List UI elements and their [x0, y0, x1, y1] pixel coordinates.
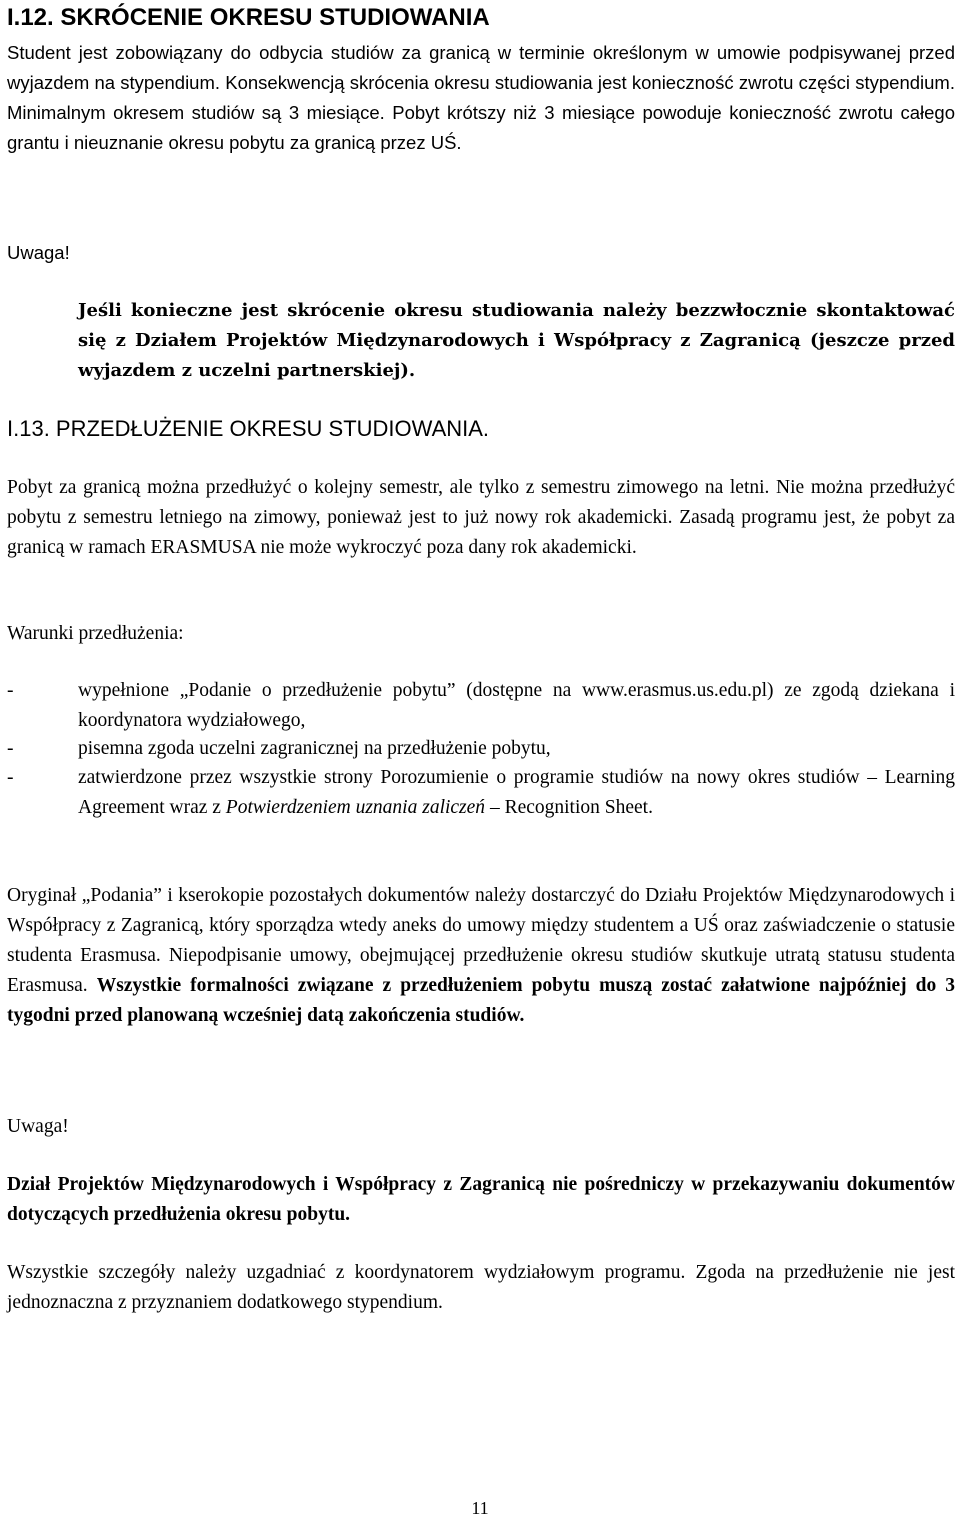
section-12-note-text: Jeśli konieczne jest skrócenie okresu studiowania należy bezzwłocznie skontaktować się z Działem Projektów Międzynarodowych i Współpracy z Zagranicą (jeszcze przed wyjazdem z uczelni partnerskiej). — [78, 300, 955, 381]
condition-text: wypełnione „Podanie o przedłużenie pobytu” (dostępne na www.erasmus.us.edu.pl) ze zgodą dziekana i koordynatora wydziałowego, — [78, 680, 955, 731]
list-dash: - — [7, 738, 14, 759]
section-13-heading: I.13. PRZEDŁUŻENIE OKRESU STUDIOWANIA. — [7, 416, 490, 441]
conditions-label: Warunki przedłużenia: — [7, 623, 184, 644]
section-12-note-label: Uwaga! — [7, 242, 70, 263]
condition-item — [7, 763, 955, 823]
section-13-note-label: Uwaga! — [7, 1116, 69, 1137]
section-13-note-text — [7, 1170, 955, 1230]
section-13-paragraph: Pobyt za granicą można przedłużyć o kolejny semestr, ale tylko z semestru zimowego na letni. Nie można przedłużyć pobytu z semestru letniego na zimowy, ponieważ jest to już nowy rok akademicki. Zasadą programu jest, że pobyt za granicą w ramach ERASMUSA nie może wykroczyć poza dany rok akademicki. — [7, 477, 955, 558]
condition-text-part: – Recognition Sheet. — [485, 797, 653, 818]
section-13-paragraph-2 — [7, 881, 955, 1031]
paragraph-bold-text: Wszystkie formalności związane z przedłużeniem pobytu muszą zostać załatwione najpóźniej do 3 tygodni przed planowaną wcześniej datą zakończenia studiów. — [7, 975, 955, 1026]
page-number: 11 — [471, 1498, 489, 1518]
note-bold-text: Dział Projektów Międzynarodowych i Współpracy z Zagranicą nie pośredniczy w przekazywaniu dokumentów dotyczących przedłużenia okresu pobytu. — [7, 1174, 955, 1225]
section-13-paragraph-3: Wszystkie szczegóły należy uzgadniać z koordynatorem wydziałowym programu. Zgoda na przedłużenie nie jest jednoznaczna z przyznaniem dodatkowego stypendium. — [7, 1262, 955, 1313]
section-12-paragraph: Student jest zobowiązany do odbycia studiów za granicą w terminie określonym w umowie podpisywanej przed wyjazdem na stypendium. Konsekwencją skrócenia okresu studiowania jest konieczność zwrotu części stypendium. Minimalnym okresem studiów są 3 miesiące. Pobyt krótszy niż 3 miesiące powoduje konieczność zwrotu całego grantu i nieuznanie okresu pobytu za granicą przez UŚ. — [7, 42, 955, 153]
condition-text: pisemna zgoda uczelni zagranicznej na przedłużenie pobytu, — [78, 738, 551, 759]
condition-text-part: zatwierdzone przez wszystkie strony Porozumienie o programie studiów na nowy okres studiów – Learning Agreement wraz z — [78, 767, 955, 818]
condition-text — [78, 763, 955, 823]
paragraph-normal-text: Oryginał „Podania” i kserokopie pozostałych dokumentów należy dostarczyć do Działu Projektów Międzynarodowych i Współpracy z Zagranicą, który sporządza wtedy aneks do umowy między studentem a UŚ oraz zaświadczenie o statusie studenta Erasmusa. Niepodpisanie umowy, obejmującej przedłużenie okresu studiów skutkuje utratą statusu studenta Erasmusa. — [7, 885, 955, 996]
condition-text-italic: Potwierdzeniem uznania zaliczeń — [225, 797, 486, 818]
list-dash: - — [7, 680, 14, 701]
condition-item — [7, 676, 955, 736]
list-dash: - — [7, 767, 14, 788]
condition-item — [7, 734, 955, 764]
section-12-heading: I.12. SKRÓCENIE OKRESU STUDIOWANIA — [7, 4, 490, 31]
